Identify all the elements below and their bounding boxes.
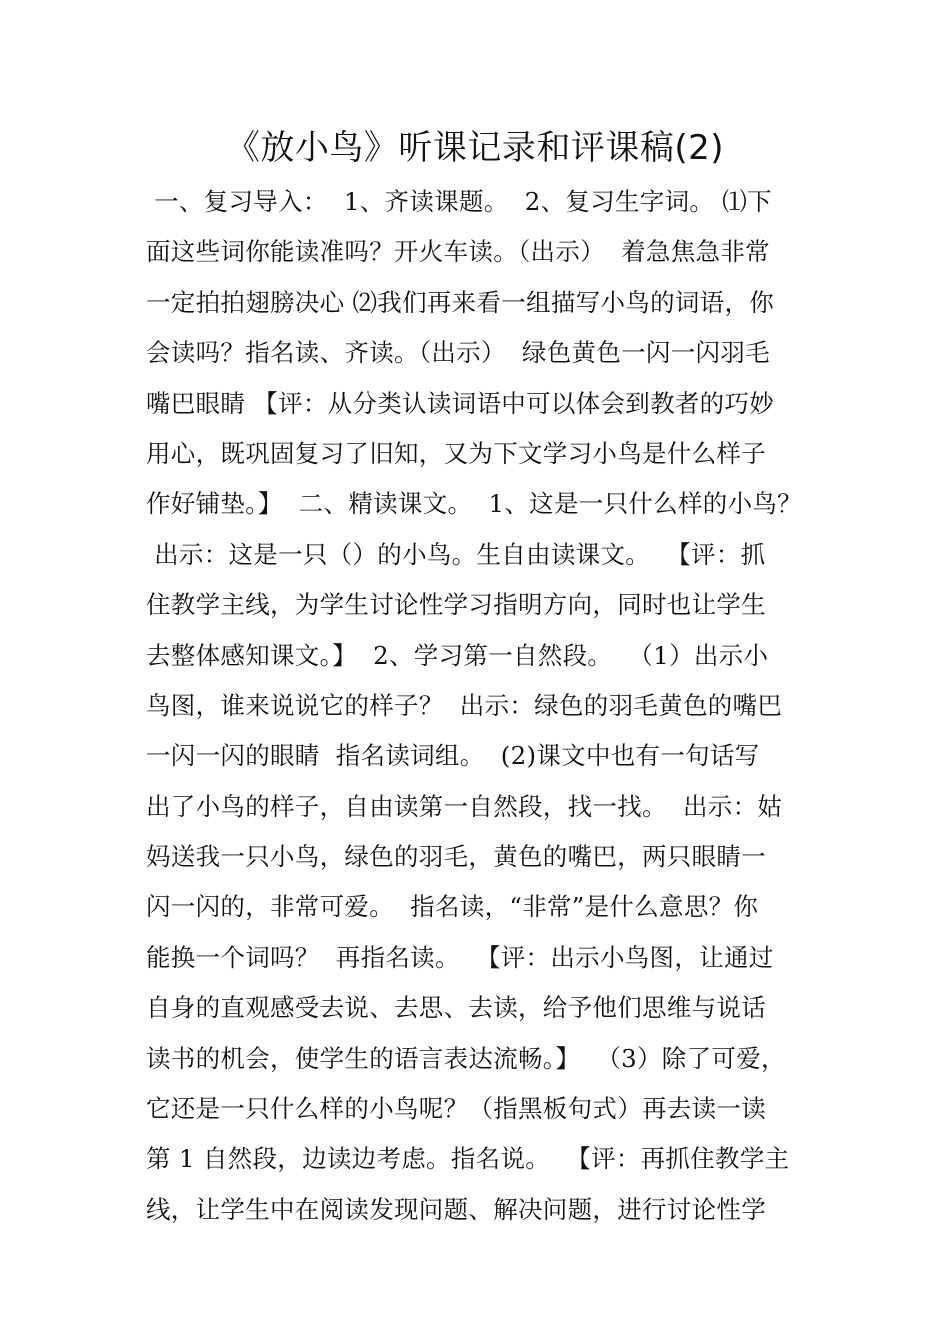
- body-line: 读书的机会，使学生的语言表达流畅。】 （3）除了可爱，: [146, 1043, 786, 1073]
- body-line: 出了小鸟的样子，自由读第一自然段，找一找。 出示：姑: [146, 791, 783, 821]
- body-line: 去整体感知课文。】 2、学习第一自然段。 （1）出示小: [146, 640, 769, 670]
- body-line: 线，让学生中在阅读发现问题、解决问题，进行讨论性学: [146, 1194, 766, 1224]
- body-line: 一、复习导入： 1、齐读课题。 2、复习生字词。 ⑴下: [146, 187, 772, 216]
- document-body: [146, 177, 836, 1235]
- body-line: 面这些词你能读准吗？开火车读。（出示） 着急焦急非常: [146, 237, 770, 267]
- body-line: 闪一闪的，非常可爱。 指名读，“非常”是什么意思？你: [146, 892, 759, 922]
- body-line: 一闪一闪的眼睛 指名读词组。 (2)课文中也有一句话写: [146, 741, 760, 771]
- body-line: 作好铺垫。】 二、精读课文。 1、这是一只什么样的小鸟？: [146, 489, 802, 519]
- body-line: 一定拍拍翅膀决心 ⑵我们再来看一组描写小鸟的词语，你: [146, 287, 775, 317]
- body-line: 嘴巴眼睛 【评：从分类认读词语中可以体会到教者的巧妙: [146, 388, 775, 418]
- body-line: 它还是一只什么样的小鸟呢？（指黑板句式）再去读一读: [146, 1094, 766, 1124]
- body-line: 鸟图，谁来说说它的样子？ 出示：绿色的羽毛黄色的嘴巴: [146, 690, 783, 720]
- body-line: 用心，既巩固复习了旧知，又为下文学习小鸟是什么样子: [146, 438, 766, 468]
- body-line: 会读吗？指名读、齐读。（出示） 绿色黄色一闪一闪羽毛: [146, 338, 770, 368]
- body-line: 第 1 自然段，边读边考虑。指名说。 【评：再抓住教学主: [146, 1144, 790, 1174]
- document-title: 《放小鸟》听课记录和评课稿(2): [225, 128, 725, 168]
- body-line: 住教学主线，为学生讨论性学习指明方向，同时也让学生: [146, 590, 766, 620]
- body-line: 自身的直观感受去说、去思、去读，给予他们思维与说话: [146, 993, 766, 1023]
- body-line: 能换一个词吗？ 再指名读。 【评：出示小鸟图，让通过: [146, 942, 774, 972]
- body-line: 出示：这是一只（）的小鸟。生自由读课文。 【评：抓: [146, 539, 766, 569]
- body-line: 妈送我一只小鸟，绿色的羽毛，黄色的嘴巴，两只眼睛一: [146, 842, 766, 872]
